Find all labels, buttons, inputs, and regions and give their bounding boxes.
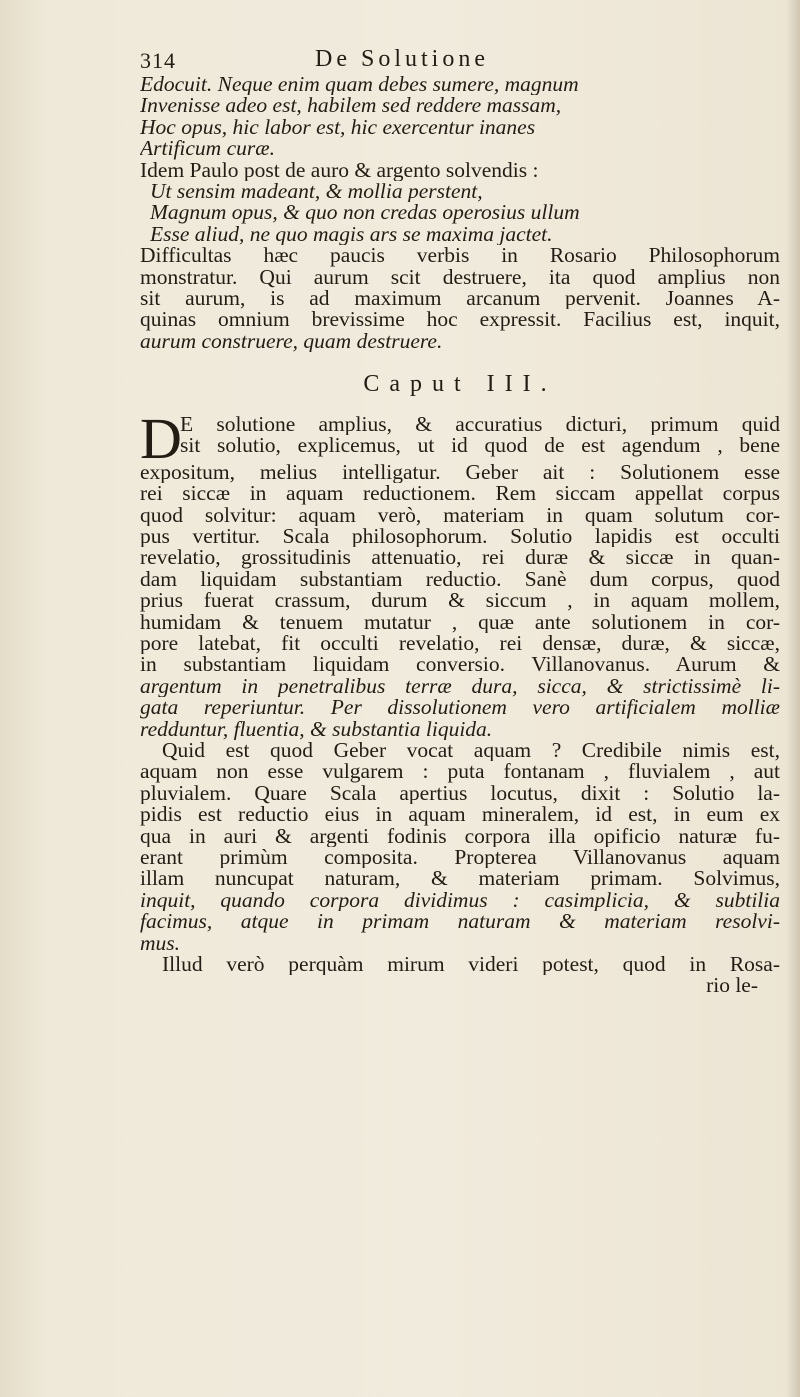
text-line: illam nuncupat naturam, & materiam primam. Solvimus,: [140, 868, 780, 890]
verse-line: Artificum curæ.: [140, 138, 275, 160]
page-body: [140, 74, 780, 997]
text-line: quod solvitur: aquam verò, materiam in quam solutum cor-: [140, 504, 780, 526]
text-line: in substantiam liquidam conversio. Villanovanus. Aurum &: [140, 654, 780, 676]
text-line: E solutione amplius, & accuratius dicturi, primum quid: [180, 413, 780, 436]
text-line: pluvialem. Quare Scala apertius locutus, dixit : Solutio la-: [140, 782, 780, 805]
text-line: quinas omnium brevissime hoc expressit. Facilius est, inquit,: [140, 309, 780, 331]
text-line: aquam non esse vulgarem : puta fontanam , fluvialem , aut: [140, 761, 780, 783]
dropcap-block: [140, 405, 780, 471]
text-line: pore latebat, fit occulti revelatio, rei densæ, duræ, & siccæ,: [140, 632, 780, 655]
text-line: monstratur. Qui aurum scit destruere, ita quod amplius non: [140, 266, 780, 289]
chapter-heading: Caput III.: [363, 371, 557, 398]
text-line: humidam & tenuem mutatur , quæ ante solutionem in cor-: [140, 611, 780, 633]
text-line: expositum, melius intelligatur. Geber ait : Solutionem esse: [140, 461, 780, 484]
paragraph-1: [140, 160, 780, 181]
paragraph-5: [140, 954, 780, 997]
verse-line: Esse aliud, ne quo magis ars se maxima jactet.: [150, 223, 553, 246]
poem-mid: [140, 181, 780, 245]
text-line: aurum construere, quam destruere.: [140, 330, 443, 353]
text-line: Idem Paulo post de auro & argento solvendis :: [140, 159, 539, 182]
paragraph-3: [140, 462, 780, 740]
text-line: Difficultas hæc paucis verbis in Rosario Philosophorum: [140, 245, 780, 267]
verse-line: Edocuit. Neque enim quam debes sumere, magnum: [140, 74, 579, 96]
text-line: gata reperiuntur. Per dissolutionem vero artificialem molliæ: [140, 697, 780, 719]
text-line: pidis est reductio eius in aquam mineralem, id est, in eum ex: [140, 804, 780, 826]
page-edge-shadow: [786, 0, 800, 1397]
text-line: erant primùm composita. Propterea Villanovanus aquam: [140, 847, 780, 869]
paragraph-2: [140, 245, 780, 352]
page-number: 314: [140, 48, 176, 73]
verse-line: Hoc opus, hic labor est, hic exercentur inanes: [140, 116, 536, 139]
text-line: inquit, quando corpora dividimus : casimplicia, & subtilia: [140, 889, 780, 912]
text-line: revelatio, grossitudinis attenuatio, rei duræ & siccæ in quan-: [140, 547, 780, 569]
verse-line: Magnum opus, & quo non credas operosius ullum: [150, 202, 580, 224]
verse-line: Ut sensim madeant, & mollia perstent,: [150, 181, 483, 203]
text-line: prius fuerat crassum, durum & siccum , in aquam mollem,: [140, 590, 780, 612]
text-line: sit solutio, explicemus, ut id quod de est agendum , bene: [180, 435, 780, 457]
paragraph-4: [140, 740, 780, 954]
text-line: pus vertitur. Scala philosophorum. Solutio lapidis est occulti: [140, 525, 780, 548]
dropcap-lines: [180, 414, 780, 457]
text-line: Quid est quod Geber vocat aquam ? Credibile nimis est,: [162, 739, 780, 762]
text-line: redduntur, fluentia, & substantia liquida.: [140, 718, 493, 740]
catchword: rio le-: [706, 975, 758, 997]
text-line: Illud verò perquàm mirum videri potest, quod in Rosa-: [162, 954, 780, 976]
drop-cap: D: [140, 405, 182, 471]
verse-line: Invenisse adeo est, habilem sed reddere massam,: [140, 95, 562, 117]
text-line: qua in auri & argenti fodinis corpora illa opificio naturæ fu-: [140, 825, 780, 847]
text-line: dam liquidam substantiam reductio. Sanè dum corpus, quod: [140, 568, 780, 591]
text-line: sit aurum, is ad maximum arcanum pervenit. Joannes A-: [140, 288, 780, 310]
text-line: rei siccæ in aquam reductionem. Rem siccam appellat corpus: [140, 483, 780, 505]
running-title: De Solutione: [315, 46, 489, 72]
text-line: argentum in penetralibus terræ dura, sicca, & strictissimè li-: [140, 675, 780, 698]
poem-top: [140, 74, 780, 160]
text-line: mus.: [140, 932, 181, 955]
text-line: facimus, atque in primam naturam & materiam resolvi-: [140, 911, 780, 933]
